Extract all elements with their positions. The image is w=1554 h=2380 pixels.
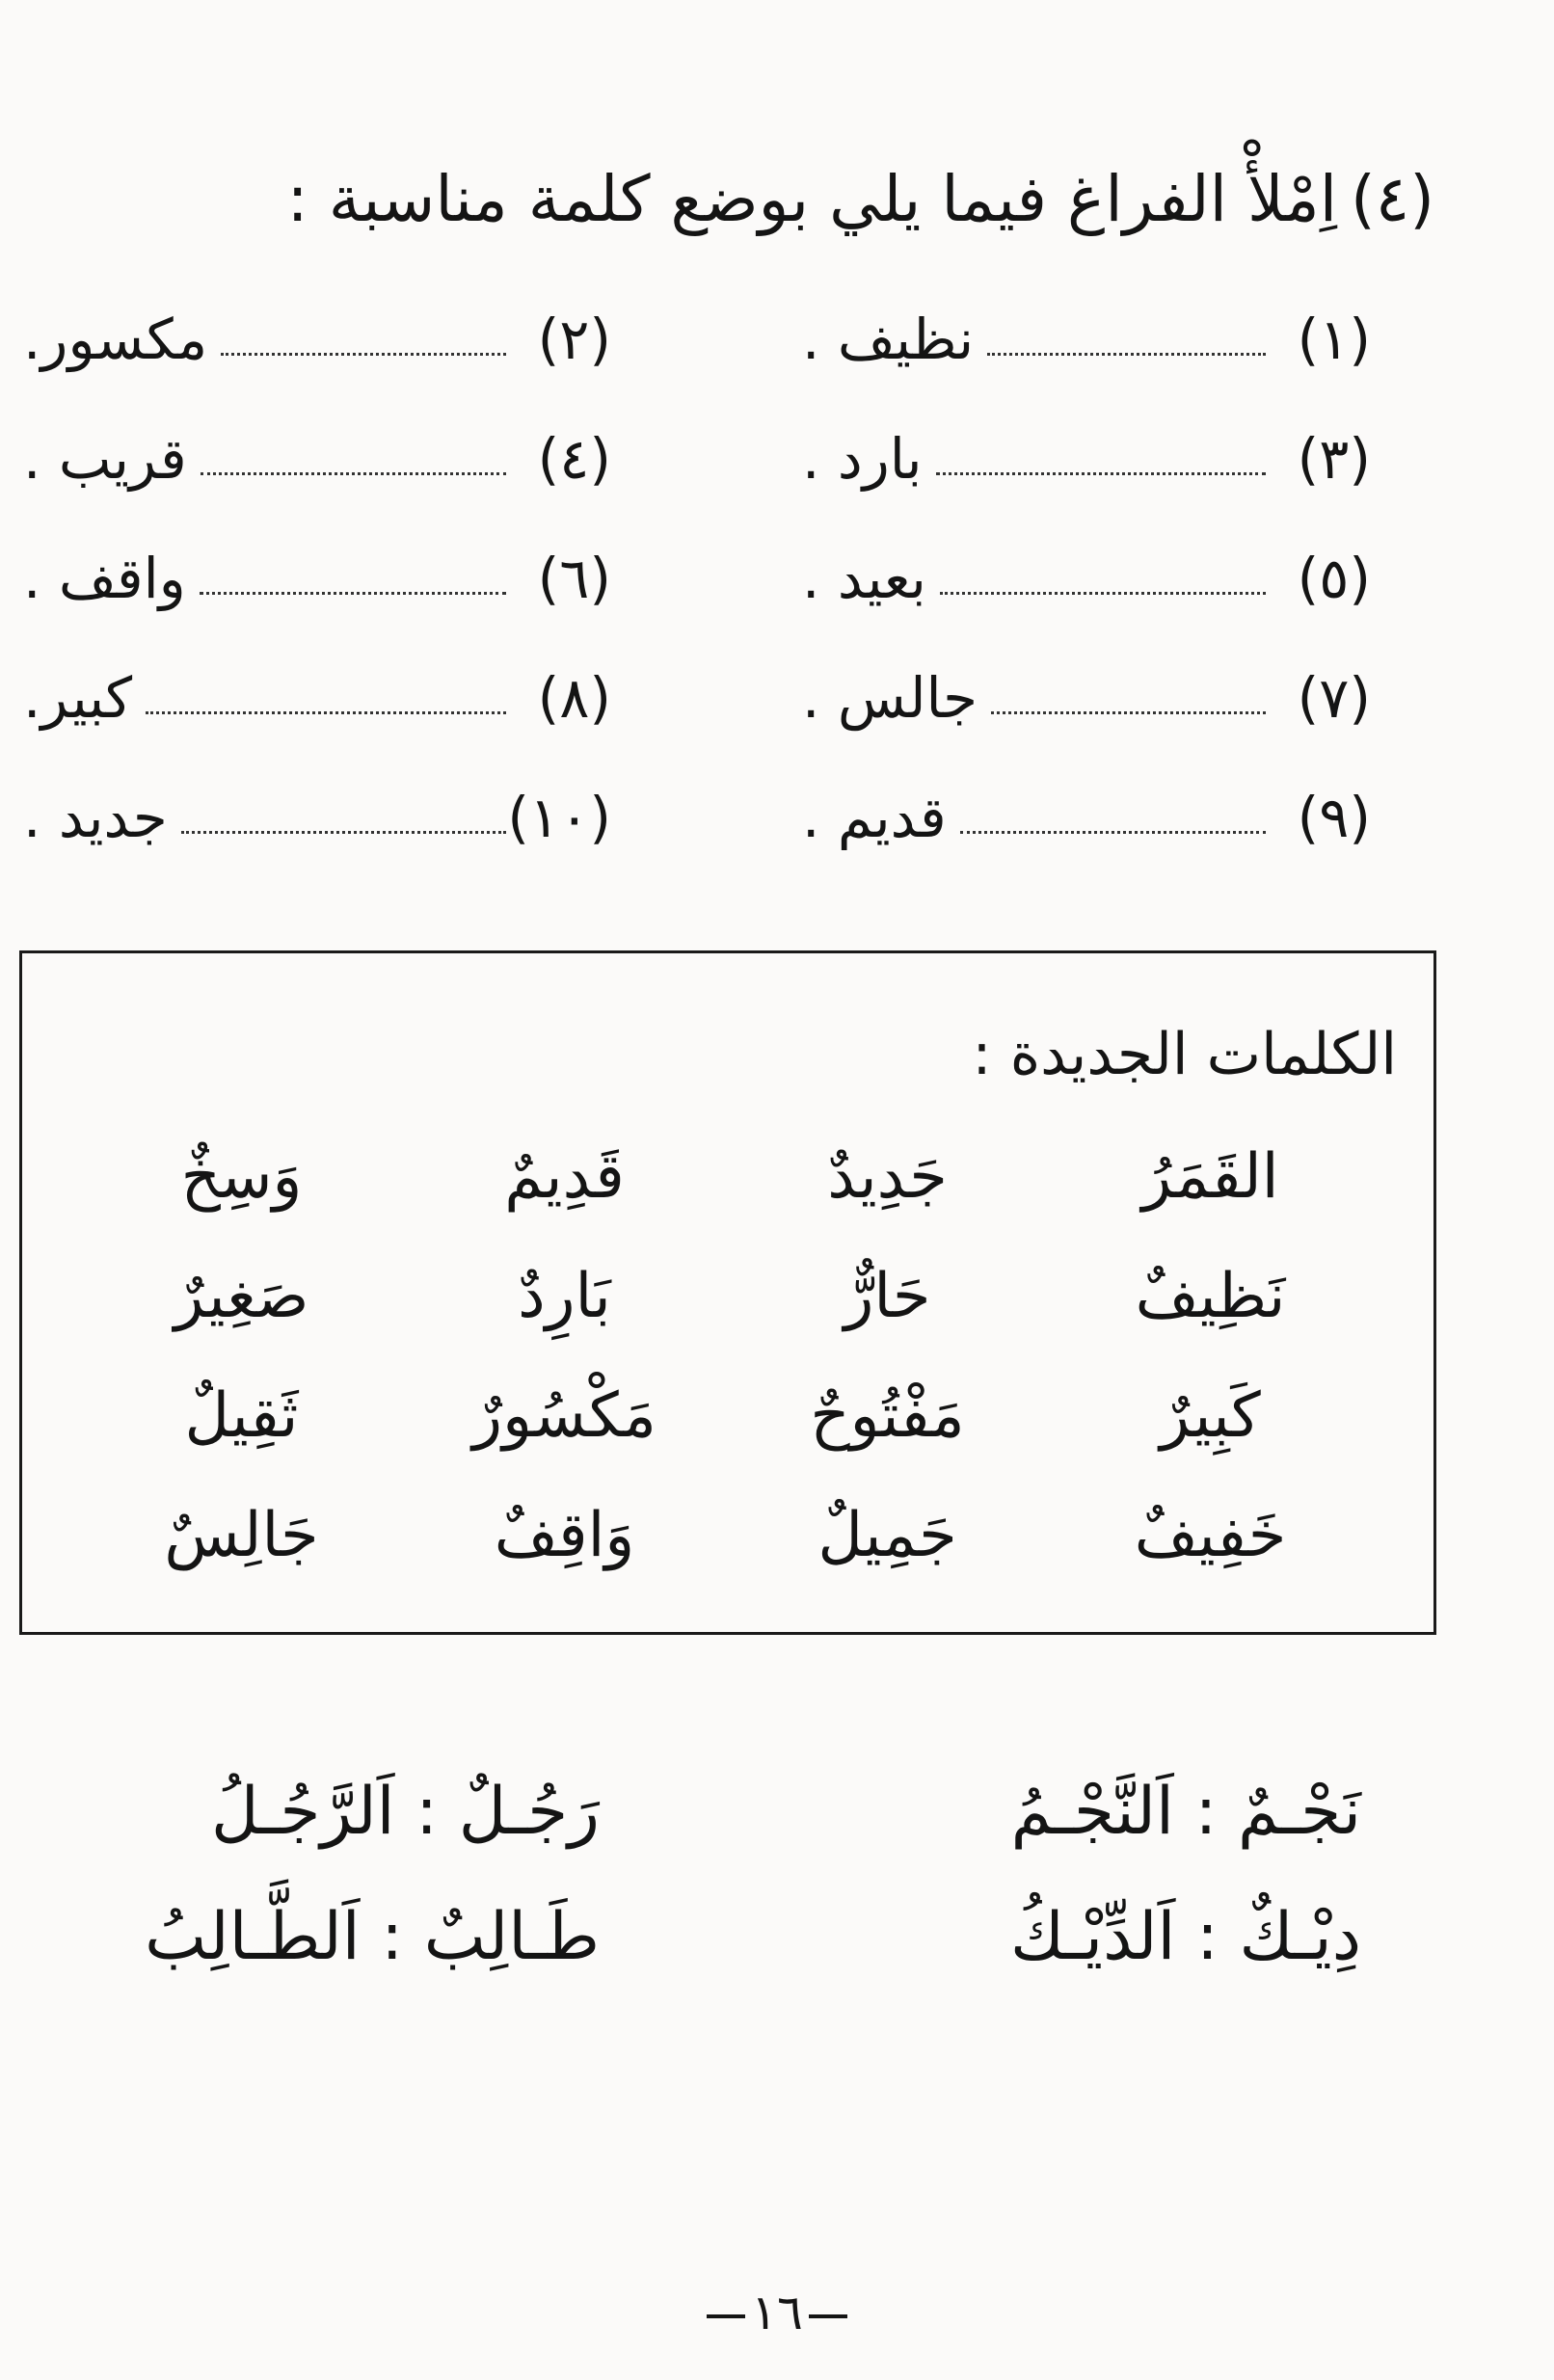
exercise-item — [23, 399, 611, 519]
blank-line[interactable] — [940, 590, 1266, 595]
exercise-row — [0, 519, 1554, 638]
item-word: بارد . — [802, 426, 923, 492]
blank-line[interactable] — [991, 709, 1266, 714]
item-number: (٨) — [537, 665, 611, 731]
item-number: (٦) — [537, 546, 611, 611]
item-number: (٣) — [1297, 426, 1371, 492]
item-word: بعيد . — [802, 546, 926, 611]
item-number: (١) — [1297, 307, 1371, 372]
definite-pair: نَجْـمٌ : اَلنَّجْـمُ — [1010, 1774, 1361, 1850]
vocabulary-word: قَدِيمٌ — [504, 1141, 625, 1213]
item-number: (١٠) — [507, 785, 611, 850]
exercise-item — [802, 399, 1371, 519]
vocabulary-word: بَارِدٌ — [518, 1261, 611, 1332]
exercise-item — [23, 519, 611, 638]
vocabulary-word: مَكْسُورٌ — [472, 1380, 656, 1452]
item-word: واقف . — [23, 546, 186, 611]
vocabulary-word: كَبِيرٌ — [1160, 1380, 1261, 1452]
exercise-number: (٤) — [1351, 162, 1434, 236]
item-word: جديد . — [23, 785, 168, 850]
exercise-instruction: اِمْلأْ الفراغ فيما يلي بوضع كلمة مناسبة : — [286, 162, 1338, 236]
vocabulary-word: ثَقِيلٌ — [184, 1380, 299, 1452]
exercise-row — [0, 280, 1554, 399]
exercise-item — [23, 280, 611, 399]
page-number — [0, 2285, 1554, 2340]
vocabulary-box — [19, 950, 1436, 1635]
vocabulary-word: وَاقِفٌ — [494, 1500, 635, 1571]
item-number: (٧) — [1297, 665, 1371, 731]
item-word: قديم . — [802, 785, 947, 850]
item-word: قريب . — [23, 426, 187, 492]
exercise-item — [23, 638, 611, 758]
item-number: (٤) — [537, 426, 611, 492]
vocabulary-word: القَمَرُ — [1141, 1141, 1279, 1213]
blank-line[interactable] — [181, 829, 506, 834]
exercise-item — [802, 638, 1371, 758]
page-number-dash — [707, 2314, 745, 2318]
blank-line[interactable] — [200, 590, 506, 595]
exercise-row — [0, 638, 1554, 758]
page-number-dash — [809, 2314, 847, 2318]
item-word: مكسور. — [23, 307, 208, 372]
item-word: نظيف . — [802, 307, 975, 372]
item-number: (٩) — [1297, 785, 1371, 850]
vocabulary-grid — [80, 1117, 1372, 1595]
vocabulary-word: جَدِيدٌ — [827, 1141, 948, 1213]
vocabulary-word: وَسِخٌ — [180, 1141, 303, 1213]
definite-pair: دِيْـكٌ : اَلدِّيْـكُ — [1009, 1899, 1361, 1975]
vocabulary-word: جَمِيلٌ — [817, 1500, 957, 1571]
vocabulary-word: مَفْتُوحٌ — [810, 1380, 965, 1452]
blank-line[interactable] — [936, 470, 1266, 475]
vocabulary-word: جَالِسٌ — [164, 1500, 319, 1571]
exercise-item — [23, 758, 611, 877]
item-number: (٢) — [537, 307, 611, 372]
blank-line[interactable] — [201, 470, 506, 475]
exercise-item — [802, 758, 1371, 877]
exercise-item — [802, 280, 1371, 399]
fill-in-exercise — [0, 280, 1554, 877]
vocabulary-word: حَارٌّ — [844, 1261, 931, 1332]
item-word: جالس . — [802, 665, 978, 731]
definite-pair: رَجُـلٌ : اَلرَّجُـلُ — [210, 1774, 600, 1850]
blank-line[interactable] — [221, 351, 506, 356]
exercise-row — [0, 399, 1554, 519]
blank-line[interactable] — [960, 829, 1266, 834]
exercise-row — [0, 758, 1554, 877]
item-word: كبير. — [23, 665, 133, 731]
vocabulary-word: نَظِيفٌ — [1135, 1261, 1286, 1332]
blank-line[interactable] — [987, 351, 1266, 356]
page-number-text: ١٦ — [751, 2285, 803, 2340]
vocabulary-title: الكلمات الجديدة : — [972, 1021, 1397, 1088]
vocabulary-word: صَغِيرٌ — [174, 1261, 309, 1332]
exercise-item — [802, 519, 1371, 638]
blank-line[interactable] — [146, 709, 506, 714]
definite-pair: طَـالِبٌ : اَلطَّـالِبُ — [145, 1899, 600, 1975]
vocabulary-word: خَفِيفٌ — [1134, 1500, 1287, 1571]
item-number: (٥) — [1297, 546, 1371, 611]
exercise-heading — [287, 162, 1434, 236]
